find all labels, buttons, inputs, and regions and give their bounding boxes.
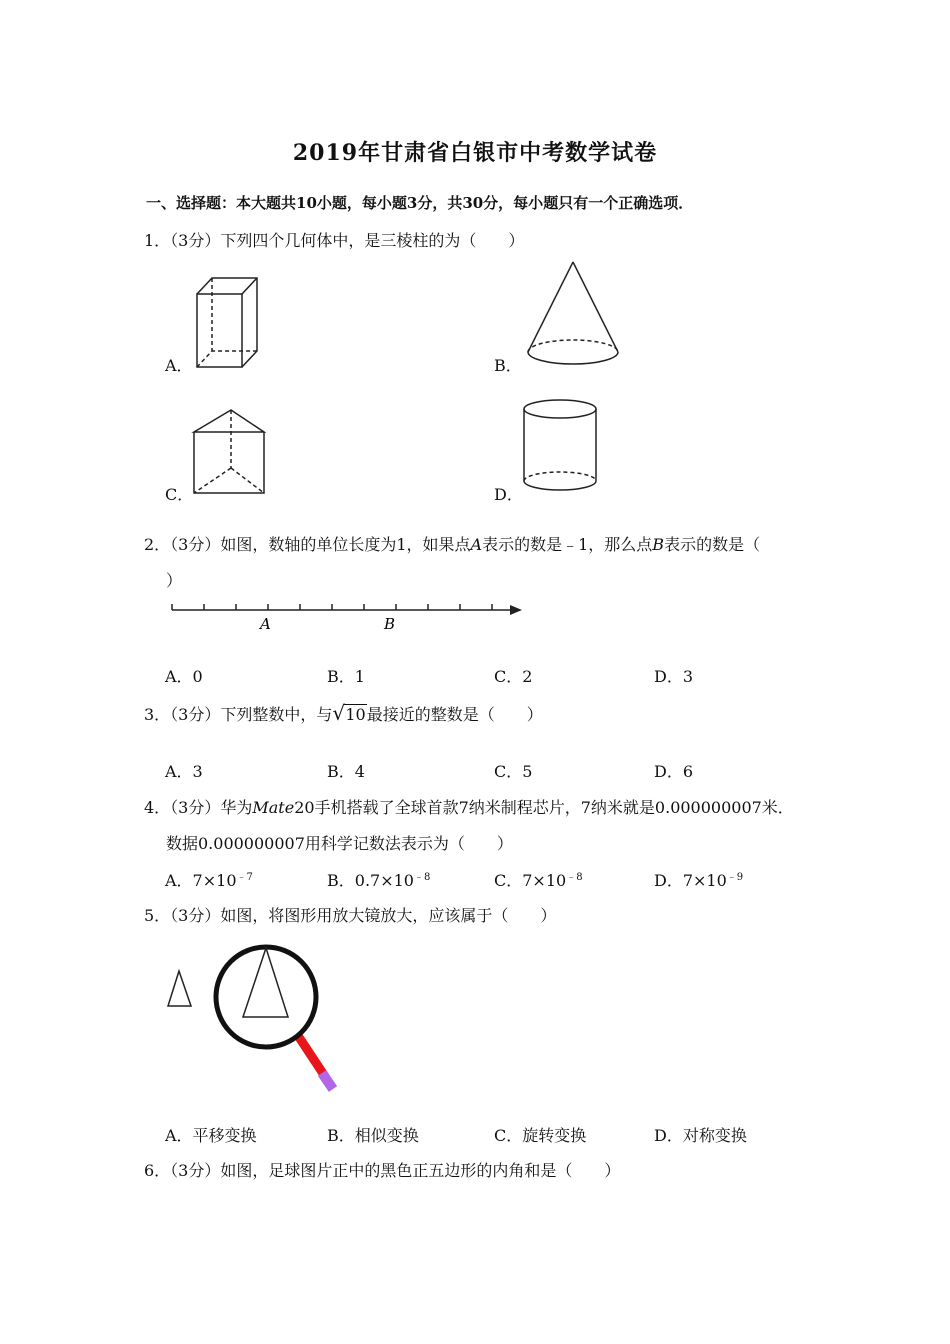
q3-option-a[interactable]: A．3 bbox=[165, 762, 203, 781]
magnifier-grip-icon bbox=[322, 1073, 333, 1089]
q4-suffix: 20手机搭载了全球首款7纳米制程芯片，7纳米就是0.000000007米． bbox=[294, 798, 794, 817]
question-4-line2: 数据0.000000007用科学记数法表示为（ ） bbox=[166, 834, 513, 853]
cylinder-icon bbox=[522, 397, 602, 497]
question-1: 1．（3分）下列四个几何体中，是三棱柱的为（ ） bbox=[144, 231, 525, 250]
q2-option-c[interactable]: C．2 bbox=[494, 667, 533, 686]
axis-label-b: B bbox=[384, 615, 396, 633]
axis-label-a: A bbox=[260, 615, 271, 633]
q1-option-a[interactable]: A． bbox=[165, 356, 193, 375]
question-4 bbox=[144, 795, 794, 818]
q4-option-d-base: D．7×10 bbox=[654, 871, 727, 890]
q2-prefix: 2．（3分）如图，数轴的单位长度为1，如果点 bbox=[144, 535, 471, 554]
question-2-line2: ） bbox=[166, 571, 183, 590]
question-2 bbox=[144, 532, 760, 555]
rectangular-prism-icon bbox=[190, 272, 260, 372]
arrow-right-icon bbox=[510, 605, 522, 615]
q2-option-b[interactable]: B．1 bbox=[327, 667, 365, 686]
q3-radicand: 10 bbox=[345, 705, 366, 724]
q2-point-a: A bbox=[470, 535, 483, 554]
sqrt-icon: √ bbox=[332, 701, 346, 725]
q4-option-c[interactable] bbox=[494, 868, 583, 891]
section-heading: 一、选择题：本大题共10小题，每小题3分，共30分，每小题只有一个正确选项． bbox=[146, 194, 694, 212]
q5-option-c[interactable]: C．旋转变换 bbox=[494, 1126, 587, 1145]
q1-option-b[interactable]: B． bbox=[494, 356, 522, 375]
q3-option-c[interactable]: C．5 bbox=[494, 762, 533, 781]
q4-option-a[interactable] bbox=[165, 868, 253, 891]
question-5: 5．（3分）如图，将图形用放大镜放大，应该属于（ ） bbox=[144, 906, 557, 925]
triangular-prism-icon bbox=[190, 406, 270, 498]
cone-icon bbox=[523, 260, 623, 366]
small-triangle-icon bbox=[168, 971, 191, 1006]
q4-prefix: 4．（3分）华为 bbox=[144, 798, 253, 817]
q3-suffix: 最接近的整数是（ ） bbox=[366, 705, 543, 724]
q5-option-d[interactable]: D．对称变换 bbox=[654, 1126, 747, 1145]
q3-option-d[interactable]: D．6 bbox=[654, 762, 694, 781]
q5-option-b[interactable]: B．相似变换 bbox=[327, 1126, 419, 1145]
q4-brand: Mate bbox=[252, 798, 295, 817]
q2-suffix: 表示的数是（ bbox=[664, 535, 761, 554]
q4-option-a-exp: ﹣7 bbox=[236, 872, 253, 883]
q4-option-b-exp: ﹣8 bbox=[413, 872, 431, 883]
page-title: 2019年甘肃省白银市中考数学试卷 bbox=[292, 140, 658, 166]
q2-point-b: B bbox=[652, 535, 665, 554]
sqrt-expression bbox=[332, 701, 366, 725]
magnifier-diagram bbox=[164, 934, 354, 1099]
q4-option-b-base: B．0.7×10 bbox=[327, 871, 414, 890]
q4-option-d[interactable] bbox=[654, 868, 743, 891]
q5-option-a[interactable]: A．平移变换 bbox=[165, 1126, 257, 1145]
q4-option-a-base: A．7×10 bbox=[165, 871, 237, 890]
q2-option-d[interactable]: D．3 bbox=[654, 667, 694, 686]
q2-option-a[interactable]: A．0 bbox=[165, 667, 203, 686]
magnifier-lens-icon bbox=[216, 947, 316, 1047]
question-6: 6．（3分）如图，足球图片正中的黑色正五边形的内角和是（ ） bbox=[144, 1161, 621, 1180]
q4-option-b[interactable] bbox=[327, 868, 430, 891]
q4-option-d-exp: ﹣9 bbox=[726, 872, 744, 883]
question-3 bbox=[144, 702, 543, 725]
q1-option-d[interactable]: D． bbox=[494, 485, 523, 504]
q4-option-c-exp: ﹣8 bbox=[566, 872, 583, 883]
q4-option-c-base: C．7×10 bbox=[494, 871, 567, 890]
q3-option-b[interactable]: B．4 bbox=[327, 762, 365, 781]
q2-middle: 表示的数是﹣1，那么点 bbox=[482, 535, 653, 554]
q3-prefix: 3．（3分）下列整数中，与 bbox=[144, 705, 333, 724]
q1-option-c[interactable]: C． bbox=[165, 485, 194, 504]
number-line-diagram bbox=[166, 600, 526, 640]
